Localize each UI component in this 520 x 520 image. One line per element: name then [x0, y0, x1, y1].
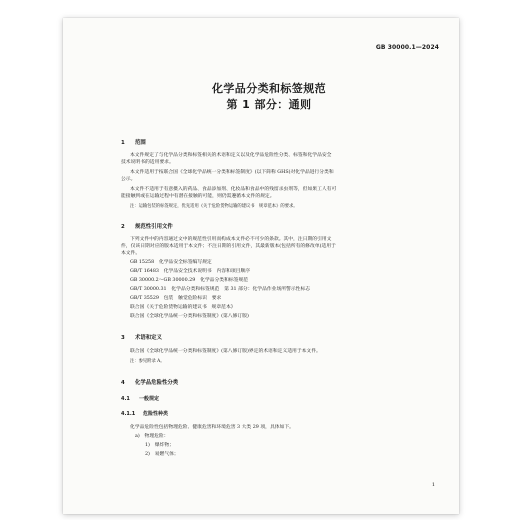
reference-item: GB 15258 化学品安全标签编写规定	[130, 260, 212, 265]
reference-item: GB/T 35529 包装 触觉危险标识 要求	[130, 296, 222, 301]
section-1-heading: 1 范围	[121, 140, 146, 146]
scope-line: 技术说明书的适用要求。	[121, 160, 174, 165]
reference-item: 联合国《全球化学品统一分类和标签制度》(第八修订版)	[130, 314, 249, 319]
standard-number: GB 30000.1—2024	[375, 44, 439, 51]
reference-item: GB 30000.2～GB 30000.29 化学品分类和标签规范	[130, 278, 249, 283]
document-title: 化学品分类和标签规范	[212, 82, 326, 95]
reference-item: GB/T 16483 化学品安全技术说明书 内容和项目顺序	[130, 269, 251, 274]
scope-line: 本文件不适用于有意摄入的药品、食品添加剂、化妆品和食品中的残留杀虫剂等，但如果工人有可	[130, 187, 337, 192]
scope-line: 本文件适用于按联合国《全球化学品统一分类和标签制度》(以下简称 GHS)对化学品进行分类和	[130, 170, 334, 175]
terms-note: 注：参见附录 A。	[130, 359, 165, 364]
normative-line: 下列文件中的内容通过文中的规范性引用而构成本文件必不可少的条款。其中，注日期的引用文	[130, 237, 332, 242]
scope-line: 能接触到或在运输过程中有潜在接触的可能，则仍需遵循本文件的规定。	[121, 194, 275, 199]
reference-item: 联合国《关于危险货物运输的建议书 规章范本》	[130, 305, 236, 310]
terms-line: 联合国《全球化学品统一分类和标签制度》(第八修订版)界定的术语和定义适用于本文件。	[130, 349, 321, 354]
scope-note: 注：运输包装的标签规定，优先适用《关于危险货物运输的建议书 规章范本》的要求。	[130, 204, 298, 209]
hazard-list-item: 1) 爆炸物；	[145, 443, 174, 448]
hazard-intro: 化学品危险性包括物理危险、健康危害和环境危害 3 大类 29 项，具体如下。	[130, 425, 294, 430]
hazard-list-item: a) 物理危险：	[135, 434, 169, 439]
page-content	[121, 18, 439, 514]
section-3-heading: 3 术语和定义	[121, 335, 162, 341]
scope-line: 本文件规定了与化学品分类和标签相关的术语和定义以及化学品危险性分类、标签和化学品安全	[130, 153, 332, 158]
hazard-list-item: 2) 易燃气体；	[145, 452, 179, 457]
section-4-heading: 4 化学品危险性分类	[121, 380, 179, 386]
section-4-1-heading: 4.1 一般规定	[121, 396, 160, 402]
page-number: 1	[431, 482, 435, 488]
document-page	[63, 18, 459, 514]
scope-line: 公示。	[121, 177, 136, 182]
section-4-1-1-heading: 4.1.1 危险性种类	[121, 411, 169, 417]
normative-line: 本文件。	[121, 251, 141, 256]
section-2-heading: 2 规范性引用文件	[121, 224, 173, 230]
reference-item: GB/T 30000.31 化学品分类和标签规范 第 31 部分：化学品作业场所警示性标志	[130, 287, 311, 292]
document-subtitle: 第 1 部分：通则	[226, 98, 312, 111]
normative-line: 件，仅该日期对应的版本适用于本文件；不注日期的引用文件，其最新版本(包括所有的修改单)适用于	[121, 244, 336, 249]
